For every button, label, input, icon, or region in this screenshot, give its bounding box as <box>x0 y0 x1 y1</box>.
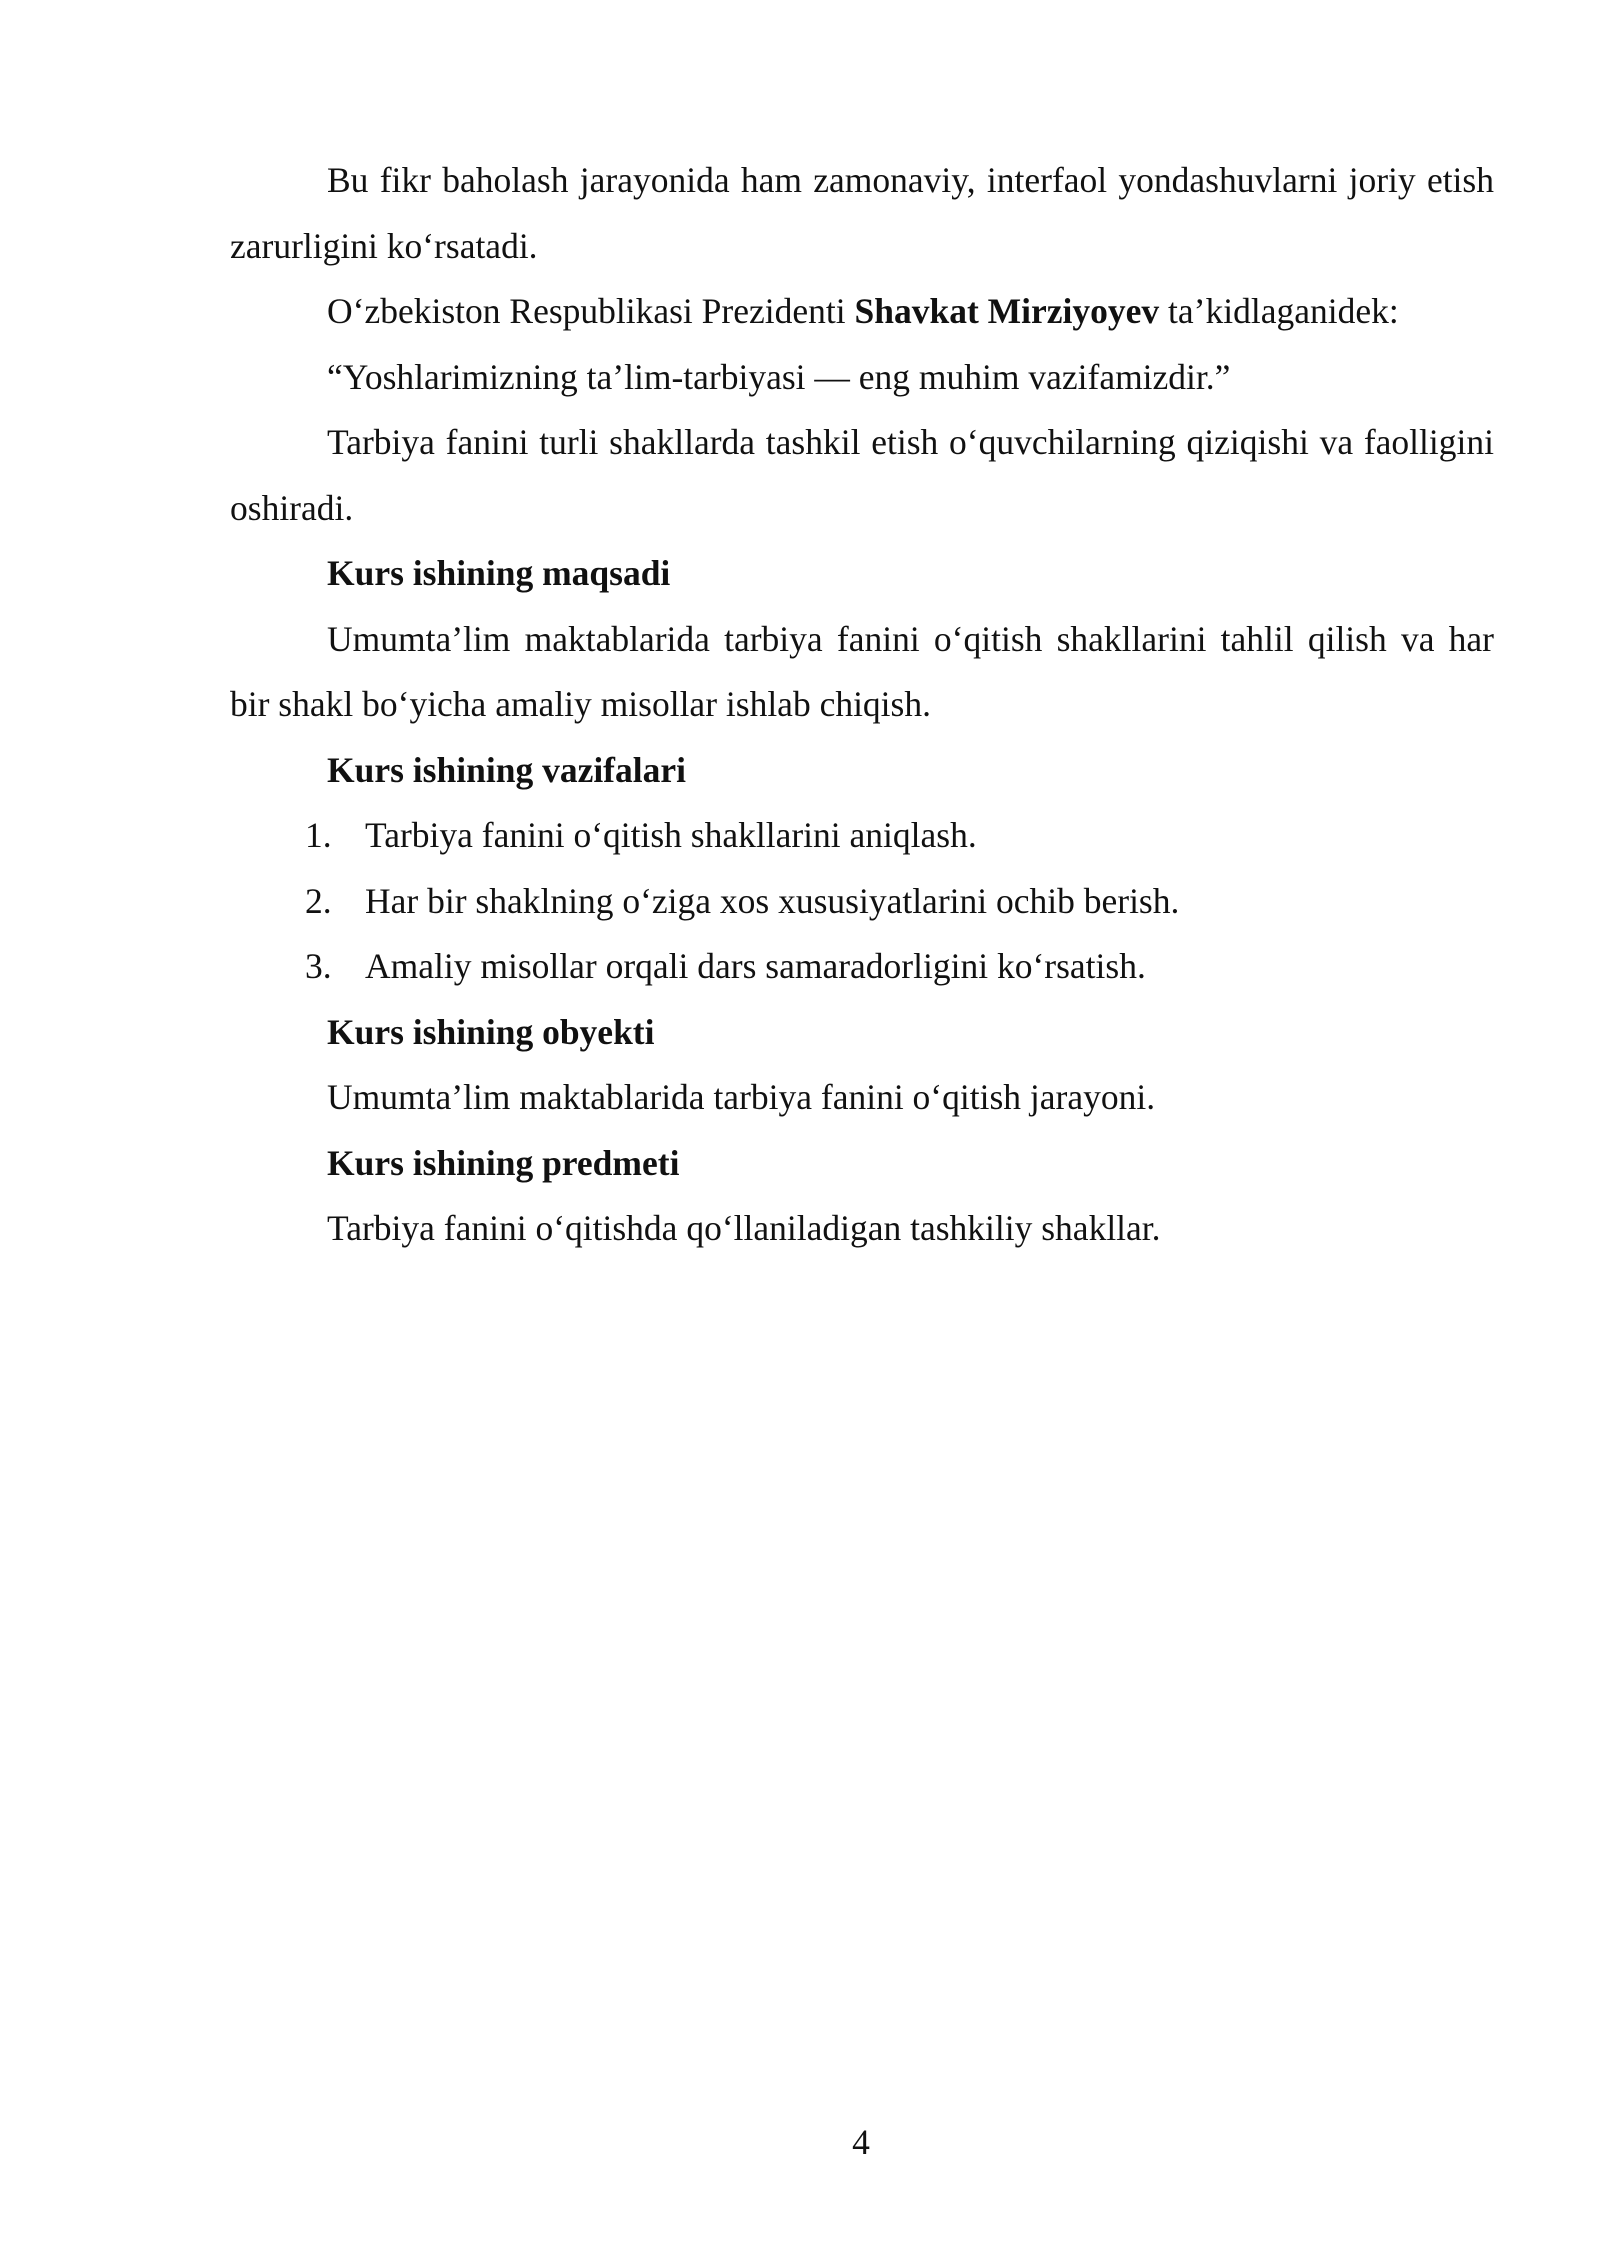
heading-vazifalar: Kurs ishining vazifalari <box>327 749 686 790</box>
list-item-text: Har bir shaklning o‘ziga xos xususiyatlarini ochib berish. <box>365 880 1180 921</box>
paragraph-prezident <box>230 279 1494 345</box>
heading-maqsad: Kurs ishining maqsadi <box>327 553 671 593</box>
page-number: 4 <box>852 2122 870 2162</box>
document-page <box>230 148 1494 1262</box>
heading-predmet: Kurs ishining predmeti <box>327 1142 680 1183</box>
list-item-text: Amaliy misollar orqali dars samaradorligini ko‘rsatish. <box>365 946 1146 986</box>
list-item-text: Tarbiya fanini o‘qitish shakllarini aniqlash. <box>365 815 977 855</box>
paragraph-tarbiya: Tarbiya fanini turli shakllarda tashkil etish o‘quvchilarning qiziqishi va faolligini oshiradi. <box>230 422 1494 528</box>
paragraph-baholash: Bu fikr baholash jarayonida ham zamonaviy, interfaol yondashuvlarni joriy etish zarurligini ko‘rsatadi. <box>230 160 1494 266</box>
list-item-number: 1. <box>305 815 332 855</box>
list-item-number: 2. <box>305 880 332 921</box>
list-item <box>230 803 1494 869</box>
prezident-name: Shavkat Mirziyoyev <box>854 291 1160 331</box>
paragraph-predmet: Tarbiya fanini o‘qitishda qo‘llaniladigan tashkiliy shakllar. <box>327 1208 1161 1248</box>
prezident-text-before: O‘zbekiston Respublikasi Prezidenti <box>327 291 855 331</box>
list-item <box>230 869 1494 935</box>
list-item-number: 3. <box>305 946 332 986</box>
vazifalar-list <box>230 803 1494 1000</box>
paragraph-maqsad: Umumta’lim maktablarida tarbiya fanini o‘qitish shakllarini tahlil qilish va har bir shakl bo‘yicha amaliy misollar ishlab chiqish. <box>230 618 1494 724</box>
list-item <box>230 934 1494 1000</box>
heading-obyekt: Kurs ishining obyekti <box>327 1011 655 1052</box>
quote-line: “Yoshlarimizning ta’lim-tarbiyasi — eng muhim vazifamizdir.” <box>327 356 1231 397</box>
prezident-text-after: ta’kidlaganidek: <box>1159 291 1399 331</box>
paragraph-obyekt: Umumta’lim maktablarida tarbiya fanini o‘qitish jarayoni. <box>327 1077 1156 1117</box>
